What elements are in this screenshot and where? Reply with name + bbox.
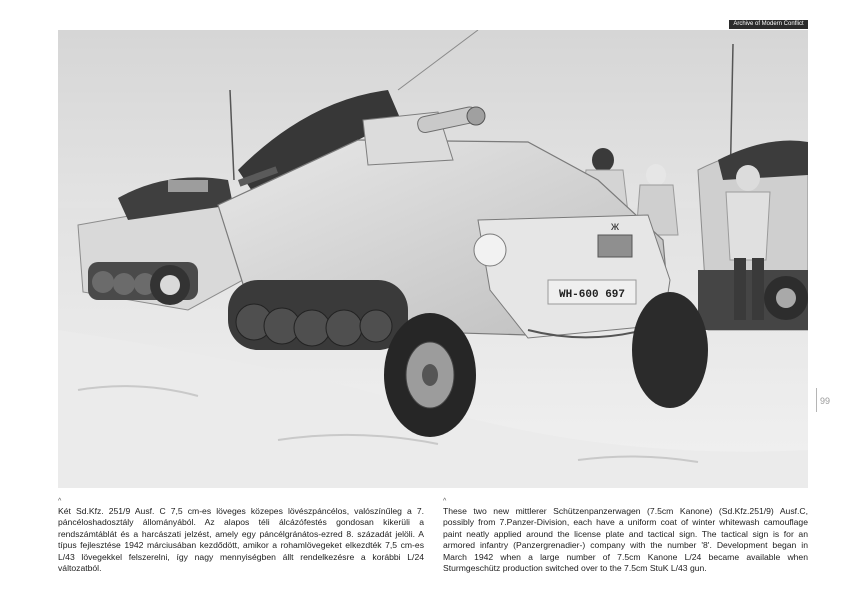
license-plate: WH-600 697 bbox=[558, 289, 626, 301]
caption-hungarian-text: Két Sd.Kfz. 251/9 Ausf. C 7,5 cm-es löveges közepes lövészpáncélos, valószínűleg a 7. páncéloshadosztály állományából. Az alapos téli álcázófestés gondosan kikerüli a rendszámtáblát és a harcászati jelzést, amely egy páncélgránátos-ezred 8. századát jelöli. A típus fejlesztése 1942 márciusában kezdődött, amikor a rohamlövegeket elkezdték 7,5 cm-es L/43 lövegekkel felszerelni, így nagy mennyiségben állt rendelkezésre a korábbi L/24 változatból. bbox=[58, 506, 424, 574]
photo-halftracks-winter bbox=[58, 30, 808, 488]
caption-hungarian bbox=[58, 498, 424, 574]
page-number: 99 bbox=[820, 396, 831, 406]
caption-marker: ^ bbox=[443, 498, 447, 505]
caption-english-text: These two new mittlerer Schützenpanzerwagen (7.5cm Kanone) (Sd.Kfz.251/9) Ausf.C, possibly from 7.Panzer-Division, each have a uniform coat of winter whitewash camouflage paint neatly applied around the license plate and tactical sign. The tactical sign is for an armored infantry (Panzergrenadier-) company with the number '8'. Development began in March 1942 when a large number of 7.5cm Kanone L/24 became available when Sturmgeschütz production switched over to the 7.5cm StuK L/43 gun. bbox=[443, 506, 808, 574]
caption-marker: ^ bbox=[58, 498, 62, 505]
series-tag: Archive of Modern Conflict bbox=[729, 20, 808, 29]
caption-english bbox=[443, 498, 808, 574]
photo-illustration bbox=[58, 30, 808, 488]
tactical-sign: ж bbox=[610, 219, 620, 233]
page-number-rule bbox=[816, 388, 817, 412]
